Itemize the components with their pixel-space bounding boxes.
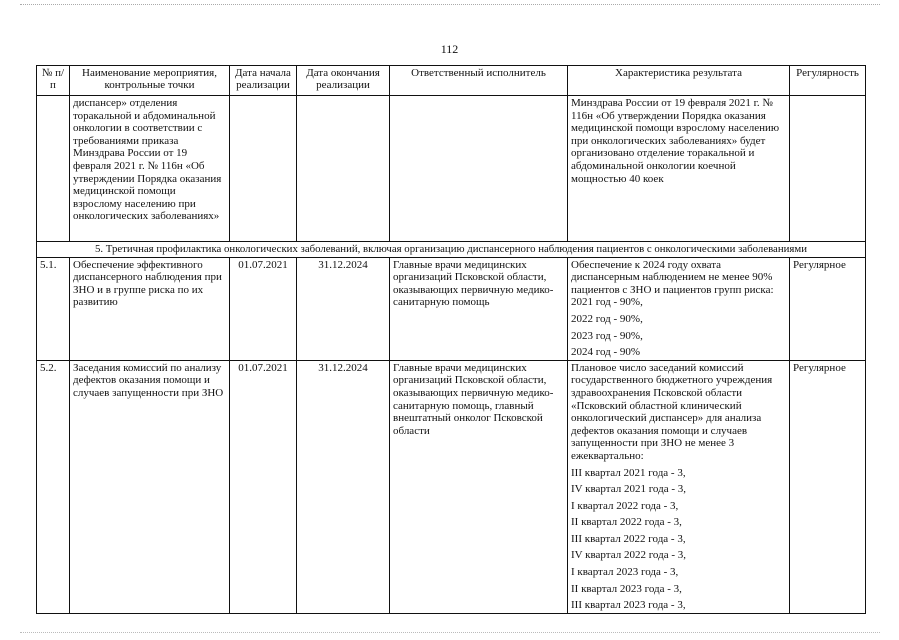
- cell-executor: Главные врачи медицинских организаций Псковской области, оказывающих первичную медико-санитарную помощь: [390, 257, 568, 360]
- header-name: Наименование мероприятия, контрольные точки: [70, 66, 230, 96]
- cell-regularity: [790, 96, 866, 242]
- result-item: III квартал 2023 года - 3,: [571, 599, 686, 612]
- action-plan-table: [36, 65, 866, 614]
- cell-num: 5.1.: [37, 257, 70, 360]
- table-row: [37, 360, 866, 613]
- result-item: II квартал 2023 года - 3,: [571, 582, 682, 595]
- result-item: 2023 год - 90%,: [571, 329, 643, 342]
- section-heading: 5. Третичная профилактика онкологических заболеваний, включая организацию диспансерного наблюдения пациентов с онкологическими заболеваниями: [37, 242, 866, 258]
- header-start: Дата начала реализации: [230, 66, 297, 96]
- cell-num: [37, 96, 70, 242]
- result-item: III квартал 2021 года - 3,: [571, 466, 686, 479]
- cell-name: Обеспечение эффективного диспансерного наблюдения при ЗНО и в группе риска по их развитию: [70, 257, 230, 360]
- result-intro: Обеспечение к 2024 году охвата диспансерным наблюдением не менее 90% пациентов с ЗНО и пациентов групп риска: 2021 год - 90%,: [571, 258, 774, 309]
- cell-name: Заседания комиссий по анализу дефектов оказания помощи и случаев запущенности при ЗНО: [70, 360, 230, 613]
- cell-name: диспансер» отделения торакальной и абдоминальной онкологии в соответствии с требованиями приказа Минздрава России от 19 февраля 2021 г. № 116н «Об утверждении Порядка оказания медицинской помощи взрослому населению при онкологических заболеваниях»: [70, 96, 230, 242]
- cell-result: [568, 360, 790, 613]
- result-intro: Плановое число заседаний комиссий государственного бюджетного учреждения здравоохранения Псковской области «Псковский областной клинический онкологический диспансер» для анализа дефектов оказания помощи и случаев запущенности при ЗНО не менее 3 ежеквартально:: [571, 361, 773, 462]
- table-row-continuation: [37, 96, 866, 242]
- cell-end: [297, 96, 390, 242]
- cell-end: 31.12.2024: [297, 257, 390, 360]
- header-num: № п/п: [37, 66, 70, 96]
- header-regularity: Регулярность: [790, 66, 866, 96]
- page-number: 112: [440, 42, 459, 56]
- result-item: 2022 год - 90%,: [571, 312, 643, 325]
- cell-regularity: Регулярное: [790, 360, 866, 613]
- cell-start: [230, 96, 297, 242]
- result-item: I квартал 2022 года - 3,: [571, 499, 679, 512]
- section-heading-row: [37, 242, 866, 258]
- result-item: 2024 год - 90%: [571, 346, 641, 359]
- header-end: Дата окончания реализации: [297, 66, 390, 96]
- cell-start: 01.07.2021: [230, 360, 297, 613]
- scan-edge-top: [20, 4, 880, 5]
- cell-executor: Главные врачи медицинских организаций Псковской области, оказывающих первичную медико-санитарную помощь, главный внештатный онколог Псковской области: [390, 360, 568, 613]
- result-item: III квартал 2022 года - 3,: [571, 532, 686, 545]
- header-result: Характеристика результата: [568, 66, 790, 96]
- table-header-row: [37, 66, 866, 96]
- cell-result: [568, 257, 790, 360]
- cell-executor: [390, 96, 568, 242]
- header-executor: Ответственный исполнитель: [390, 66, 568, 96]
- cell-regularity: Регулярное: [790, 257, 866, 360]
- result-item: IV квартал 2022 года - 3,: [571, 549, 687, 562]
- table-row: [37, 257, 866, 360]
- scan-edge-bottom: [20, 632, 880, 633]
- cell-num: 5.2.: [37, 360, 70, 613]
- result-item: II квартал 2022 года - 3,: [571, 516, 682, 529]
- result-item: I квартал 2023 года - 3,: [571, 566, 679, 579]
- cell-result: Минздрава России от 19 февраля 2021 г. № 116н «Об утверждении Порядка оказания медицинской помощи взрослому населению при онкологических заболеваниях» будет организовано отделение торакальной и абдоминальной онкологии коечной мощностью 40 коек: [568, 96, 790, 242]
- cell-start: 01.07.2021: [230, 257, 297, 360]
- result-item: IV квартал 2021 года - 3,: [571, 483, 687, 496]
- cell-end: 31.12.2024: [297, 360, 390, 613]
